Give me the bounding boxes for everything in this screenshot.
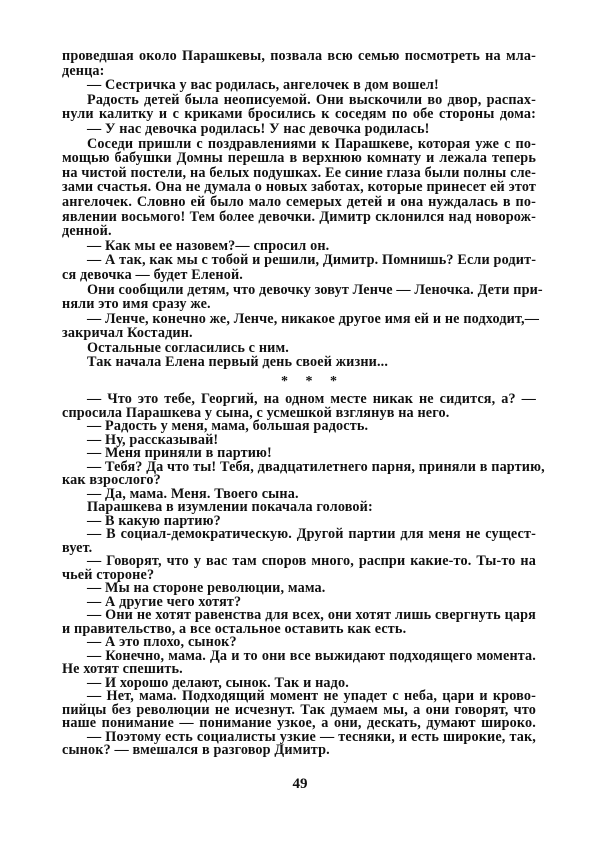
text-line: — Говорят, что у вас там споров много, распри какие-то. Ты-то на xyxy=(87,553,536,570)
text-line: — Что это тебе, Георгий, на одном месте никак не сидится, а? — xyxy=(87,391,536,408)
text-line: Радость детей была неописуемой. Они выскочили во двор, распах- xyxy=(87,91,536,108)
text-line: спросила Парашкева у сына, с усмешкой взглянув на него. xyxy=(62,404,450,421)
text-line: зами счастья. Она не думала о новых заботах, которые принесет ей этот xyxy=(62,179,536,196)
text-line: нули калитку и с криками бросились к соседям по обе стороны дома: xyxy=(62,106,536,123)
text-line: — Они не хотят равенства для всех, они хотят лишь свергнуть царя xyxy=(87,607,536,624)
text-line: — У нас девочка родилась! У нас девочка родилась! xyxy=(87,120,430,137)
text-line: проведшая около Парашкевы, позвала всю семью посмотреть на мла- xyxy=(62,48,536,64)
text-line: — Мы на стороне революции, мама. xyxy=(87,580,326,597)
book-page-text xyxy=(62,48,545,759)
text-line: закричал Костадин. xyxy=(62,325,193,342)
text-line: — Конечно, мама. Да и то они все выжидают подходящего момента. xyxy=(87,647,536,664)
text-line: — Да, мама. Меня. Твоего сына. xyxy=(87,485,299,502)
text-line: на чистой постели, на белых подушках. Ее синие глаза были полны сле- xyxy=(62,164,536,181)
text-line: няли это имя сразу же. xyxy=(62,296,211,313)
text-block-1 xyxy=(62,48,543,371)
text-line: денца: xyxy=(62,62,105,79)
text-line: ангелочек. Словно ей было мало семерых детей и она нуждалась в по- xyxy=(62,193,536,210)
text-line: — Ну, рассказывай! xyxy=(87,431,219,448)
text-line: ся девочка — будет Еленой. xyxy=(62,266,243,283)
text-line: явлении восьмого! Тем более девочки. Димитр склонился над новорож- xyxy=(62,208,536,225)
text-line: Так начала Елена первый день своей жизни... xyxy=(87,354,389,371)
text-line: — А это плохо, сынок? xyxy=(87,634,237,651)
text-line: вует. xyxy=(62,539,93,556)
page-number: 49 xyxy=(292,776,308,792)
text-line: денной. xyxy=(62,223,112,240)
text-line: — А другие чего хотят? xyxy=(87,593,242,610)
text-block-2 xyxy=(62,391,545,759)
text-line: — Тебя? Да что ты! Тебя, двадцатилетнего парня, приняли в партию, xyxy=(87,458,545,475)
text-line: Они сообщили детям, что девочку зовут Ленче — Леночка. Дети при- xyxy=(87,281,543,298)
text-line: Остальные согласились с ним. xyxy=(87,339,289,356)
text-line: Не хотят спешить. xyxy=(62,661,183,678)
text-line: — Радость у меня, мама, большая радость. xyxy=(87,418,369,435)
text-line: Соседи пришли с поздравлениями к Парашкеве, которая уже с по- xyxy=(87,135,536,152)
text-line: — Сестричка у вас родилась, ангелочек в дом вошел! xyxy=(87,77,439,94)
text-line: — В социал-демократическую. Другой партии для меня не сущест- xyxy=(87,526,536,543)
text-line: чьей стороне? xyxy=(62,566,155,583)
section-separator: * * * xyxy=(281,374,337,390)
text-line: и правительство, а все остальное оставить как есть. xyxy=(62,620,407,637)
text-line: сынок? — вмешался в разговор Димитр. xyxy=(62,742,330,759)
text-line: — В какую партию? xyxy=(87,512,221,529)
text-line: Парашкева в изумлении покачала головой: xyxy=(87,499,373,516)
text-line: — И хорошо делают, сынок. Так и надо. xyxy=(87,674,349,691)
text-line: наше понимание — понимание узкое, а они, дескать, думают широко. xyxy=(62,715,536,732)
text-line: как взрослого? xyxy=(62,472,161,489)
text-line: — Нет, мама. Подходящий момент не упадет с неба, цари и крово- xyxy=(87,688,536,705)
text-line: пийцы без революции не исчезнут. Так думаем мы, а они говорят, что xyxy=(62,701,536,718)
text-line: — Как мы ее назовем?— спросил он. xyxy=(87,237,330,254)
text-line: — Меня приняли в партию! xyxy=(87,445,272,462)
text-line: — Поэтому есть социалисты узкие — тесняки, и есть широкие, так, xyxy=(87,728,536,745)
text-line: — Ленче, конечно же, Ленче, никакое другое имя ей и не подходит,— xyxy=(87,310,540,327)
text-line: — А так, как мы с тобой и решили, Димитр. Помнишь? Если родит- xyxy=(87,252,537,269)
text-line: мощью бабушки Домны перешла в верхнюю комнату и лежала теперь xyxy=(62,150,536,167)
